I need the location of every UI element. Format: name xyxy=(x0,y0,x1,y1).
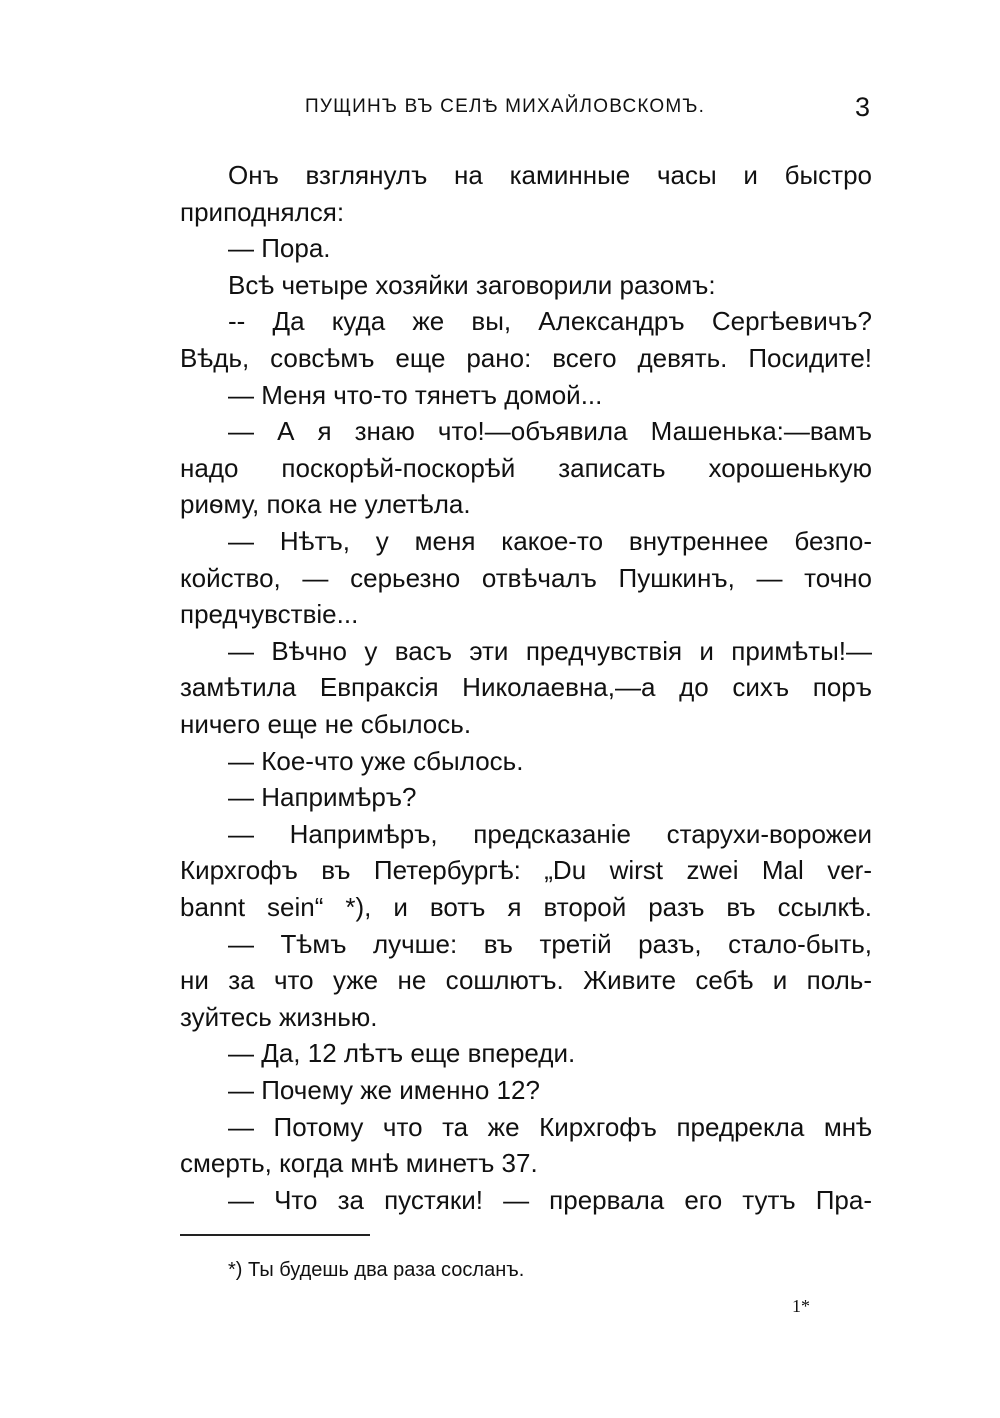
text-line: ни за что уже не сошлютъ. Живите себѣ и поль- xyxy=(180,965,872,996)
text-line: — Почему же именно 12? xyxy=(228,1075,540,1105)
text-line: — Потому что та же Кирхгофъ предрекла мнѣ xyxy=(228,1111,872,1142)
text-line: зуйтесь жизнью. xyxy=(180,1001,378,1032)
text-line: — Нѣтъ, у меня какое-то внутреннее безпо- xyxy=(228,526,872,556)
signature-mark: 1* xyxy=(792,1296,810,1316)
text-line: — Меня что-то тянетъ домой... xyxy=(228,379,603,410)
text-line: Онъ взглянулъ на каминные часы и быстро xyxy=(228,160,872,190)
text-line: надо поскорѣй-поскорѣй записать хорошенькую xyxy=(180,452,872,483)
text-line: bannt sein“ *), и вотъ я второй разъ въ ссылкѣ. xyxy=(180,892,872,922)
text-line: — Напримѣръ, предсказаніе старухи-ворожеи xyxy=(228,818,872,849)
footnote-rule xyxy=(180,1234,370,1236)
text-line: приподнялся: xyxy=(180,196,345,227)
text-line: замѣтила Евпраксія Николаевна,—а до сихъ поръ xyxy=(180,672,872,703)
text-line: смерть, когда мнѣ минетъ 37. xyxy=(180,1148,538,1179)
text-line: койство, — серьезно отвѣчалъ Пушкинъ, — точно xyxy=(180,562,872,593)
text-line: — А я знаю что!—объявила Машенька:—вамъ xyxy=(228,416,872,447)
text-line: — Тѣмъ лучше: въ третій разъ, стало-быть, xyxy=(228,928,872,959)
text-line: предчувствіе... xyxy=(180,599,359,630)
text-line: -- Да куда же вы, Александръ Сергѣевичъ? xyxy=(228,306,872,337)
text-line: — Что за пустяки! — прервала его тутъ Пра- xyxy=(228,1184,872,1215)
footnote: *) Ты будешь два раза сосланъ. xyxy=(228,1259,525,1281)
page-number: 3 xyxy=(855,92,871,122)
text-line: — Пора. xyxy=(228,233,331,264)
text-line: — Кое-что уже сбылось. xyxy=(228,745,524,776)
text-line: — Вѣчно у васъ эти предчувствія и примѣты!— xyxy=(228,635,872,666)
text-line: — Напримѣръ? xyxy=(228,782,417,813)
text-line: ничего еще не сбылось. xyxy=(180,709,472,739)
text-line: риѳму, пока не улетѣла. xyxy=(180,489,471,520)
text-line: Кирхгофъ въ Петербургѣ: „Du wirst zwei Mal ver- xyxy=(180,855,872,886)
text-line: Вѣдь, совсѣмъ еще рано: всего девять. Посидите! xyxy=(180,343,872,373)
running-title: ПУЩИНЪ ВЪ СЕЛѢ МИХАЙЛОВСКОМЪ. xyxy=(305,96,706,117)
text-line: Всѣ четыре хозяйки заговорили разомъ: xyxy=(228,269,716,300)
text-line: — Да, 12 лѣтъ еще впереди. xyxy=(228,1038,576,1069)
